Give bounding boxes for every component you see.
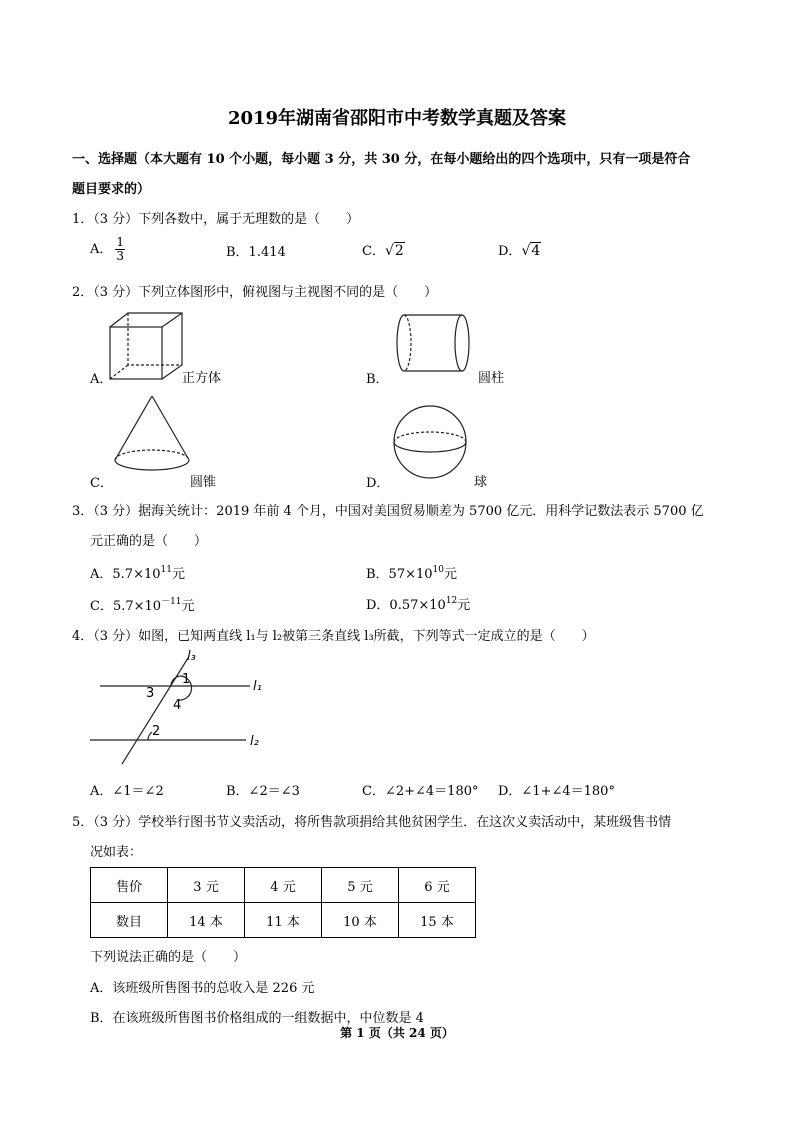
q1-option-d [498, 240, 541, 259]
q1-option-b: B．1.414 [226, 245, 286, 260]
q3-b-exponent: 10 [432, 565, 444, 575]
table-row [91, 903, 476, 938]
q1-stem: 1．（3 分）下列各数中，属于无理数的是（ ） [72, 212, 360, 227]
angle-4: 4 [173, 698, 182, 713]
page-footer: 第 1 页（共 24 页） [340, 1026, 454, 1040]
q3-option-b [366, 563, 457, 582]
q5-stem: 5．（3 分）学校举行图书节义卖活动，将所售款项捐给其他贫困学生．在这次义卖活动中，某班级售书情 [72, 815, 672, 830]
q5-option-b: B．在该班级所售图书价格组成的一组数据中，中位数是 4 [90, 1011, 424, 1026]
label-l3: l₃ [187, 649, 196, 664]
q1-c-label: C． [362, 244, 385, 259]
radicand: 4 [531, 243, 541, 259]
table-row [91, 868, 476, 903]
q3-c-exponent: －11 [161, 597, 182, 607]
q2-d-name: 球 [474, 475, 488, 490]
q3-a-unit: 元 [171, 567, 185, 582]
q1-option-a [90, 236, 125, 263]
q2-c-name: 圆锥 [190, 475, 217, 490]
q4-stem: 4．（3 分）如图，已知两直线 l₁与 l₂被第三条直线 l₃所截，下列等式一定成立的是（ ） [72, 629, 595, 644]
q4-option-d: D．∠1+∠4＝180° [498, 784, 615, 799]
q5-stem-cont: 况如表： [90, 845, 143, 860]
q1-a-label: A． [90, 242, 113, 257]
q4-option-b: B．∠2＝∠3 [226, 784, 300, 799]
q3-stem: 3．（3 分）据海关统计：2019 年前 4 个月，中国对美国贸易顺差为 5700 亿元．用科学记数法表示 5700 亿 [72, 504, 704, 519]
cylinder-figure [396, 313, 472, 373]
cube-figure [108, 311, 184, 381]
sphere-figure [392, 404, 468, 480]
q3-a-base: A．5.7×10 [90, 567, 161, 582]
table-cell: 售价 [91, 868, 168, 903]
q3-d-base: D．0.57×10 [366, 598, 446, 613]
q2-b-label: B． [366, 372, 389, 387]
section-heading-cont: 题目要求的） [72, 182, 151, 197]
q2-stem: 2．（3 分）下列立体图形中，俯视图与主视图不同的是（ ） [72, 285, 438, 300]
q2-a-label: A． [90, 372, 113, 387]
table-cell: 11 本 [245, 903, 322, 938]
q4-option-c: C．∠2+∠4＝180° [362, 784, 479, 799]
page-title: 2019年湖南省邵阳市中考数学真题及答案 [227, 108, 567, 129]
fraction [115, 236, 125, 263]
q2-c-label: C． [90, 476, 113, 491]
q4-option-a: A．∠1＝∠2 [90, 784, 164, 799]
label-l2: l₂ [250, 734, 259, 749]
q3-option-c [90, 594, 195, 614]
q5-prompt: 下列说法正确的是（ ） [90, 950, 247, 965]
table-cell: 数目 [91, 903, 168, 938]
angle-3: 3 [146, 686, 155, 701]
q3-b-base: B．57×10 [366, 567, 433, 582]
q3-b-unit: 元 [443, 567, 457, 582]
table-cell: 10 本 [322, 903, 399, 938]
q2-a-name: 正方体 [182, 371, 222, 386]
section-heading: 一、选择题（本大题有 10 个小题，每小题 3 分，共 30 分，在每小题给出的四个选项中，只有一项是符合 [72, 152, 691, 167]
radicand: 2 [394, 243, 404, 259]
radical: √4 [521, 243, 541, 259]
q1-d-label: D． [498, 244, 522, 259]
q2-b-name: 圆柱 [478, 371, 505, 386]
parallel-lines-figure [88, 648, 278, 768]
cone-figure [112, 394, 192, 478]
radical: √2 [384, 243, 404, 259]
angle-1: 1 [182, 672, 191, 687]
table-cell: 14 本 [168, 903, 245, 938]
q3-d-exponent: 12 [445, 596, 458, 606]
q2-d-label: D． [366, 476, 390, 491]
numerator: 1 [116, 235, 125, 249]
table-cell: 4 元 [245, 868, 322, 903]
q3-option-d [366, 594, 470, 613]
sales-table [90, 867, 476, 938]
table-cell: 3 元 [168, 868, 245, 903]
q3-option-a [90, 563, 185, 582]
denominator: 3 [116, 249, 125, 263]
q5-option-a: A．该班级所售图书的总收入是 226 元 [90, 981, 315, 996]
table-cell: 15 本 [399, 903, 476, 938]
label-l1: l₁ [253, 679, 262, 694]
q3-a-exponent: 11 [160, 565, 172, 575]
q3-stem-cont: 元正确的是（ ） [90, 534, 208, 549]
table-cell: 5 元 [322, 868, 399, 903]
q3-c-base: C．5.7×10 [90, 599, 162, 614]
table-cell: 6 元 [399, 868, 476, 903]
q3-c-unit: 元 [181, 599, 195, 614]
angle-2: 2 [152, 724, 161, 739]
q1-option-c [362, 240, 405, 259]
q3-d-unit: 元 [457, 598, 471, 613]
